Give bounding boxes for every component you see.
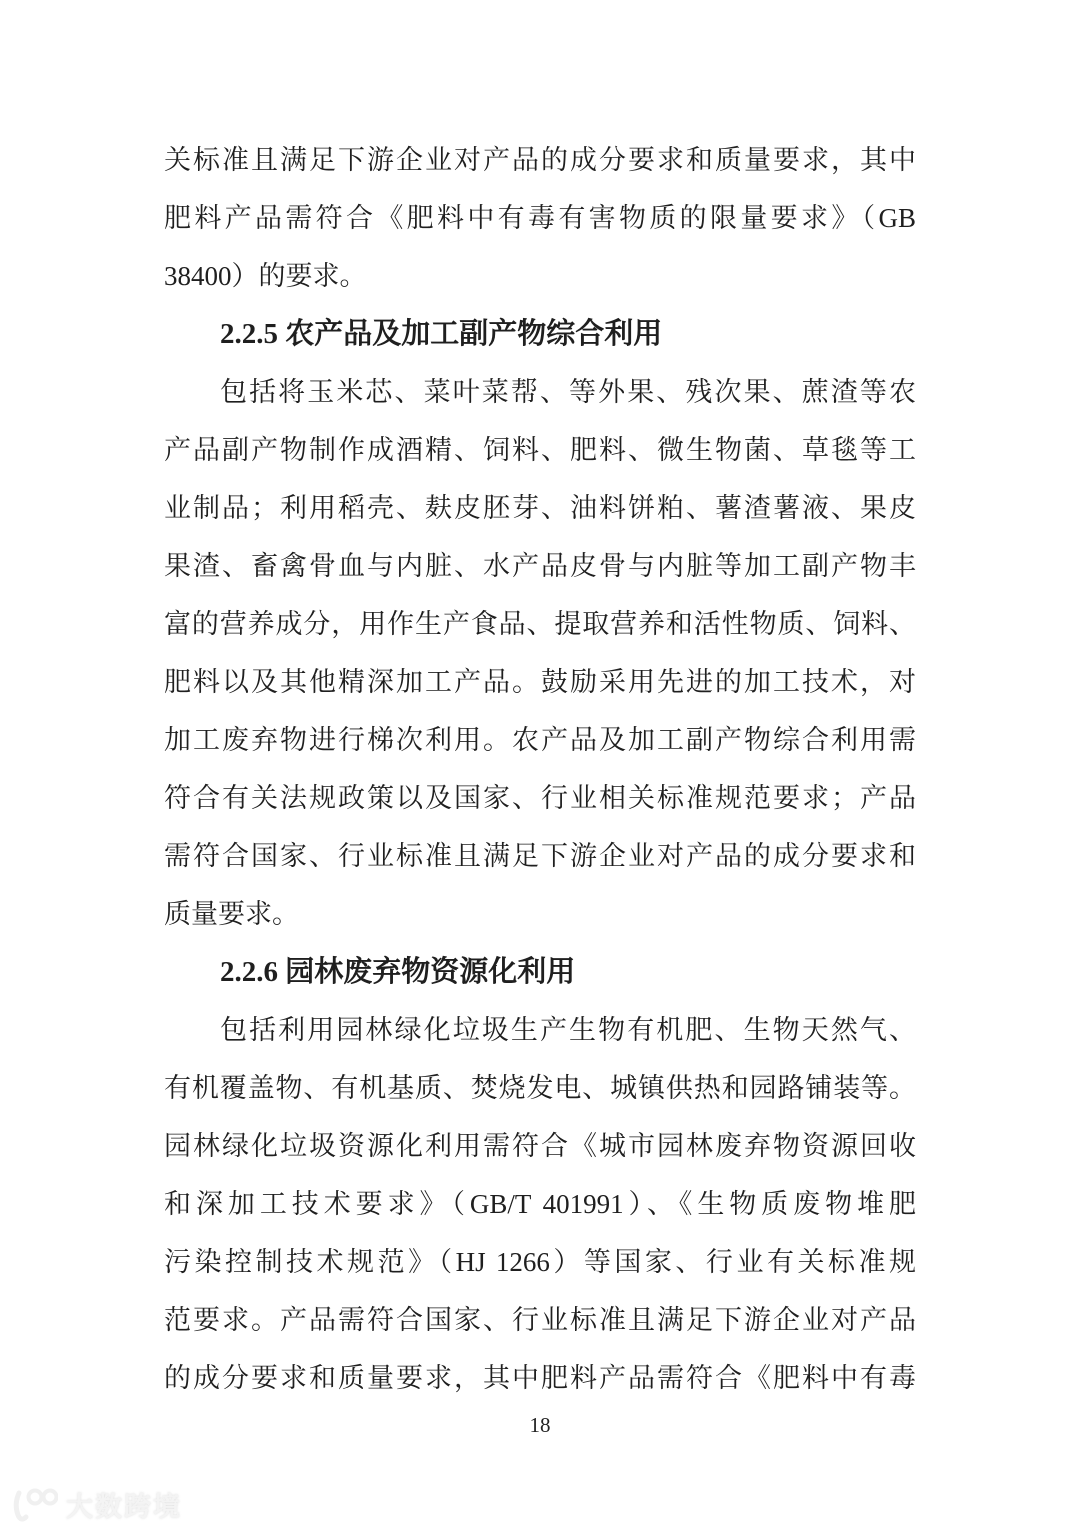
- text-line: 关标准且满足下游企业对产品的成分要求和质量要求，其中: [164, 145, 916, 175]
- text-line: 范要求。产品需符合国家、行业标准且满足下游企业对产品: [164, 1305, 916, 1335]
- watermark-text: 大数跨境: [66, 1491, 182, 1522]
- text-line: 污染控制技术规范》（HJ 1266）等国家、行业有关标准规: [164, 1247, 916, 1277]
- text-line: 肥料以及其他精深加工产品。鼓励采用先进的加工技术，对: [164, 667, 916, 697]
- page-number: 18: [529, 1413, 551, 1437]
- text-line: 产品副产物制作成酒精、饲料、肥料、微生物菌、草毯等工: [164, 435, 916, 465]
- text-line: 肥料产品需符合《肥料中有毒有害物质的限量要求》（GB: [164, 203, 916, 233]
- section-heading: 2.2.6 园林废弃物资源化利用: [220, 956, 576, 988]
- text-line: 包括将玉米芯、菜叶菜帮、等外果、残次果、蔗渣等农: [220, 377, 916, 407]
- text-line: 38400）的要求。: [164, 261, 367, 291]
- text-line: 质量要求。: [164, 899, 299, 929]
- text-line: 园林绿化垃圾资源化利用需符合《城市园林废弃物资源回收: [164, 1131, 916, 1161]
- document-body: [164, 131, 916, 1407]
- text-line: 符合有关法规政策以及国家、行业相关标准规范要求；产品: [164, 783, 916, 813]
- text-line: 的成分要求和质量要求，其中肥料产品需符合《肥料中有毒: [164, 1363, 916, 1393]
- text-line: 和深加工技术要求》（GB/T 401991）、《生物质废物堆肥: [164, 1189, 916, 1219]
- brand-logo-icon: [10, 1484, 58, 1524]
- text-line: 包括利用园林绿化垃圾生产生物有机肥、生物天然气、: [220, 1015, 916, 1045]
- watermark: [10, 1484, 182, 1524]
- text-line: 加工废弃物进行梯次利用。农产品及加工副产物综合利用需: [164, 725, 916, 755]
- text-line: 富的营养成分，用作生产食品、提取营养和活性物质、饲料、: [164, 609, 916, 639]
- text-line: 有机覆盖物、有机基质、焚烧发电、城镇供热和园路铺装等。: [164, 1073, 916, 1103]
- text-line: 果渣、畜禽骨血与内脏、水产品皮骨与内脏等加工副产物丰: [164, 551, 916, 581]
- text-line: 需符合国家、行业标准且满足下游企业对产品的成分要求和: [164, 841, 916, 871]
- text-line: 业制品；利用稻壳、麸皮胚芽、油料饼粕、薯渣薯液、果皮: [164, 493, 916, 523]
- section-heading: 2.2.5 农产品及加工副产物综合利用: [220, 318, 663, 350]
